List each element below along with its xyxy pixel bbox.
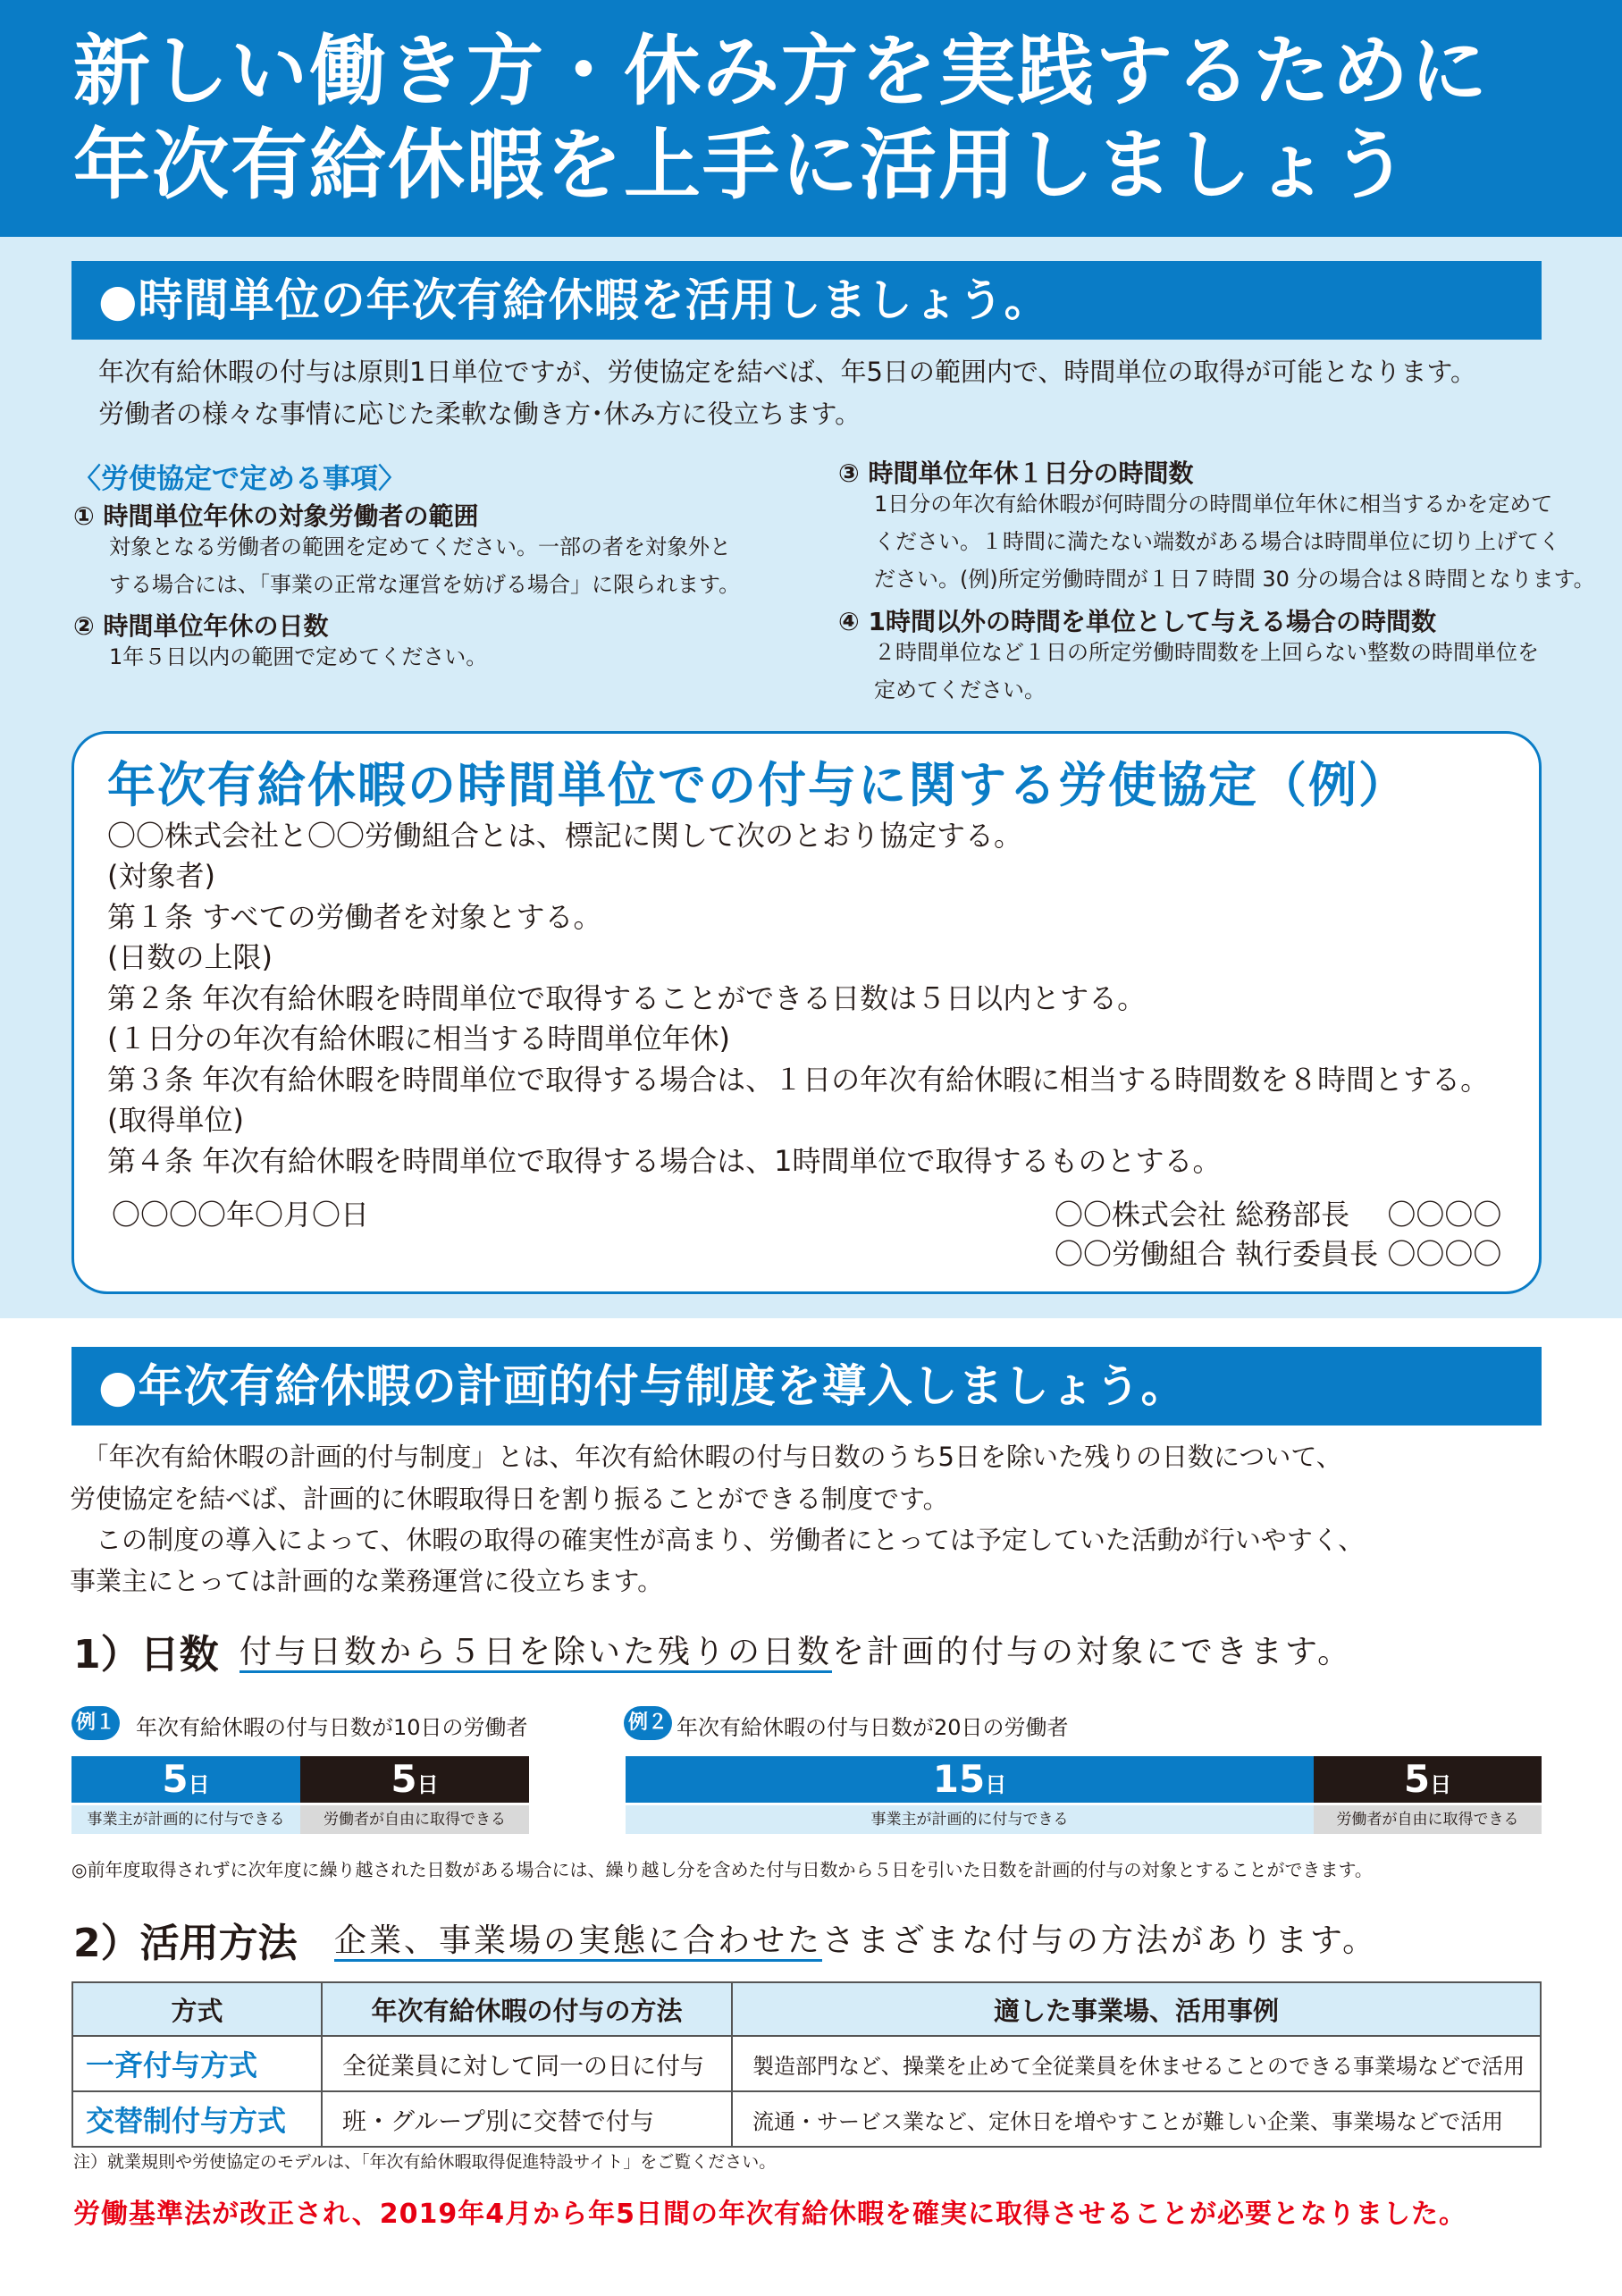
example1-badge: 例１	[71, 1706, 120, 1740]
example1-planned-unit: 日	[188, 1772, 210, 1797]
section1-intro-line2: 労働者の様々な事情に応じた柔軟な働き方･休み方に役立ちます。	[98, 399, 861, 429]
table-cell-grant: 全従業員に対して同一の日に付与	[322, 2036, 732, 2091]
page-title-line1: 新しい働き方・休み方を実践するために	[73, 27, 1489, 116]
agreement-line: 第１条 すべての労働者を対象とする。	[107, 900, 602, 934]
method-description-rest: さまざまな付与の方法があります。	[822, 1922, 1378, 1959]
agreement-line: (日数の上限)	[107, 940, 273, 974]
page-title-line2: 年次有給休暇を上手に活用しましょう	[73, 121, 1410, 210]
agreement-line: (取得単位)	[107, 1103, 244, 1137]
method-heading: 2）活用方法	[73, 1921, 298, 1966]
agreement-line: 第３条 年次有給休暇を時間単位で取得する場合は、１日の年次有給休暇に相当する時間数を８時間とする。	[107, 1063, 1490, 1097]
days-description-rest: を計画的付与の対象にできます。	[832, 1634, 1353, 1670]
example2-free-label: 労働者が自由に取得できる	[1314, 1805, 1542, 1834]
example2-planned-bar	[626, 1756, 1314, 1803]
agreement-line: (対象者)	[107, 859, 215, 893]
item2-text-line1: 1年５日以内の範囲で定めてください。	[109, 644, 488, 669]
item3-text-line2: ください。１時間に満たない端数がある場合は時間単位に切り上げてく	[874, 529, 1560, 554]
table-cell-method: 一斉付与方式	[72, 2036, 322, 2091]
item2-title: ② 時間単位年休の日数	[73, 611, 329, 641]
agreement-line: 〇〇株式会社と〇〇労働組合とは、標記に関して次のとおり協定する。	[107, 819, 1023, 853]
example2-free-bar	[1314, 1756, 1542, 1803]
footnote: 注）就業規則や労使協定のモデルは、「年次有給休暇取得促進特設サイト」をご覧ください。	[73, 2152, 777, 2172]
agreement-items-heading: 〈労使協定で定める事項〉	[73, 463, 406, 495]
agreement-line: 第２条 年次有給休暇を時間単位で取得することができる日数は５日以内とする。	[107, 981, 1147, 1015]
table-cell-grant: 班・グループ別に交替で付与	[322, 2091, 732, 2147]
section1-intro-line1: 年次有給休暇の付与は原則1日単位ですが、労使協定を結べば、年5日の範囲内で、時間単位の取得が可能となります。	[98, 357, 1477, 387]
method-description-underlined: 企業、事業場の実態に合わせた	[334, 1922, 822, 1962]
carryover-note: ◎前年度取得されずに次年度に繰り越された日数がある場合には、繰り越し分を含めた付与日数から５日を引いた日数を計画的付与の対象とすることができます。	[71, 1859, 1373, 1880]
agreement-line: 第４条 年次有給休暇を時間単位で取得する場合は、1時間単位で取得するものとする。	[107, 1144, 1222, 1178]
table-cell-case: 流通・サービス業など、定休日を増やすことが難しい企業、事業場などで活用	[732, 2091, 1541, 2147]
section2-para-line2: 労使協定を結べば、計画的に休暇取得日を割り振ることができる制度です。	[70, 1484, 949, 1514]
example1-free-unit: 日	[416, 1772, 439, 1797]
days-heading: 1）日数	[73, 1632, 219, 1678]
table-row	[72, 2091, 1541, 2147]
item3-title: ③ 時間単位年休１日分の時間数	[838, 458, 1194, 488]
item1-text-line2: する場合には、「事業の正常な運営を妨げる場合」に限られます。	[109, 572, 741, 597]
table-header: 方式	[72, 1982, 322, 2036]
example2-title: 年次有給休暇の付与日数が20日の労働者	[677, 1715, 1069, 1740]
table-header-row	[72, 1982, 1541, 2036]
item4-text-line2: 定めてください。	[874, 677, 1046, 702]
agreement-line: (１日分の年次有給休暇に相当する時間単位年休)	[107, 1022, 730, 1055]
section2-heading: ●年次有給休暇の計画的付与制度を導入しましょう。	[71, 1347, 1542, 1426]
item1-title: ① 時間単位年休の対象労働者の範囲	[73, 501, 479, 531]
law-notice: 労働基準法が改正され、2019年4月から年5日間の年次有給休暇を確実に取得させることが必要となりました。	[73, 2199, 1467, 2230]
agreement-date: 〇〇〇〇年〇月〇日	[112, 1198, 370, 1232]
section2-para-line1: 「年次有給休暇の計画的付与制度」とは、年次有給休暇の付与日数のうち5日を除いた残りの日数について、	[70, 1442, 1342, 1472]
method-table	[71, 1981, 1542, 2148]
example1-title: 年次有給休暇の付与日数が10日の労働者	[136, 1715, 528, 1740]
agreement-title: 年次有給休暇の時間単位での付与に関する労使協定（例）	[107, 757, 1408, 813]
example1-planned-label: 事業主が計画的に付与できる	[71, 1805, 300, 1834]
example2-free-unit: 日	[1430, 1772, 1452, 1797]
method-description	[334, 1915, 1377, 1961]
section2-para-line3: この制度の導入によって、休暇の取得の確実性が高まり、労働者にとっては予定していた活動が行いやすく、	[70, 1525, 1365, 1555]
days-description-underlined: 付与日数から５日を除いた残りの日数	[240, 1634, 832, 1673]
section1-heading: ●時間単位の年次有給休暇を活用しましょう。	[71, 261, 1542, 340]
agreement-signer2: 〇〇労働組合 執行委員長 〇〇〇〇	[1055, 1237, 1502, 1271]
item4-text-line1: ２時間単位など１日の所定労働時間数を上回らない整数の時間単位を	[874, 640, 1539, 665]
example1-planned-bar	[71, 1756, 300, 1803]
example1-free-label: 労働者が自由に取得できる	[300, 1805, 529, 1834]
days-description	[240, 1627, 1352, 1672]
item3-text-line3: ださい。(例)所定労働時間が１日７時間 30 分の場合は８時間となります。	[874, 567, 1595, 592]
example2-planned-label: 事業主が計画的に付与できる	[626, 1805, 1314, 1834]
example1-free-bar	[300, 1756, 529, 1803]
example1-free-value: 5	[391, 1757, 417, 1801]
table-cell-case: 製造部門など、操業を止めて全従業員を休ませることのできる事業場などで活用	[732, 2036, 1541, 2091]
table-row	[72, 2036, 1541, 2091]
table-cell-method: 交替制付与方式	[72, 2091, 322, 2147]
table-header: 年次有給休暇の付与の方法	[322, 1982, 732, 2036]
example2-badge: 例２	[624, 1706, 672, 1740]
example1-planned-value: 5	[162, 1757, 189, 1801]
agreement-signer1: 〇〇株式会社 総務部長 〇〇〇〇	[1055, 1198, 1502, 1232]
item4-title: ④ 1時間以外の時間を単位として与える場合の時間数	[838, 607, 1436, 636]
example2-free-value: 5	[1403, 1757, 1431, 1801]
item1-text-line1: 対象となる労働者の範囲を定めてください。一部の者を対象外と	[109, 534, 731, 559]
example2-planned-unit: 日	[985, 1772, 1007, 1797]
section2-para-line4: 事業主にとっては計画的な業務運営に役立ちます。	[70, 1566, 664, 1596]
item3-text-line1: 1日分の年次有給休暇が何時間分の時間単位年休に相当するかを定めて	[874, 492, 1553, 517]
table-header: 適した事業場、活用事例	[732, 1982, 1541, 2036]
example2-planned-value: 15	[932, 1757, 986, 1801]
